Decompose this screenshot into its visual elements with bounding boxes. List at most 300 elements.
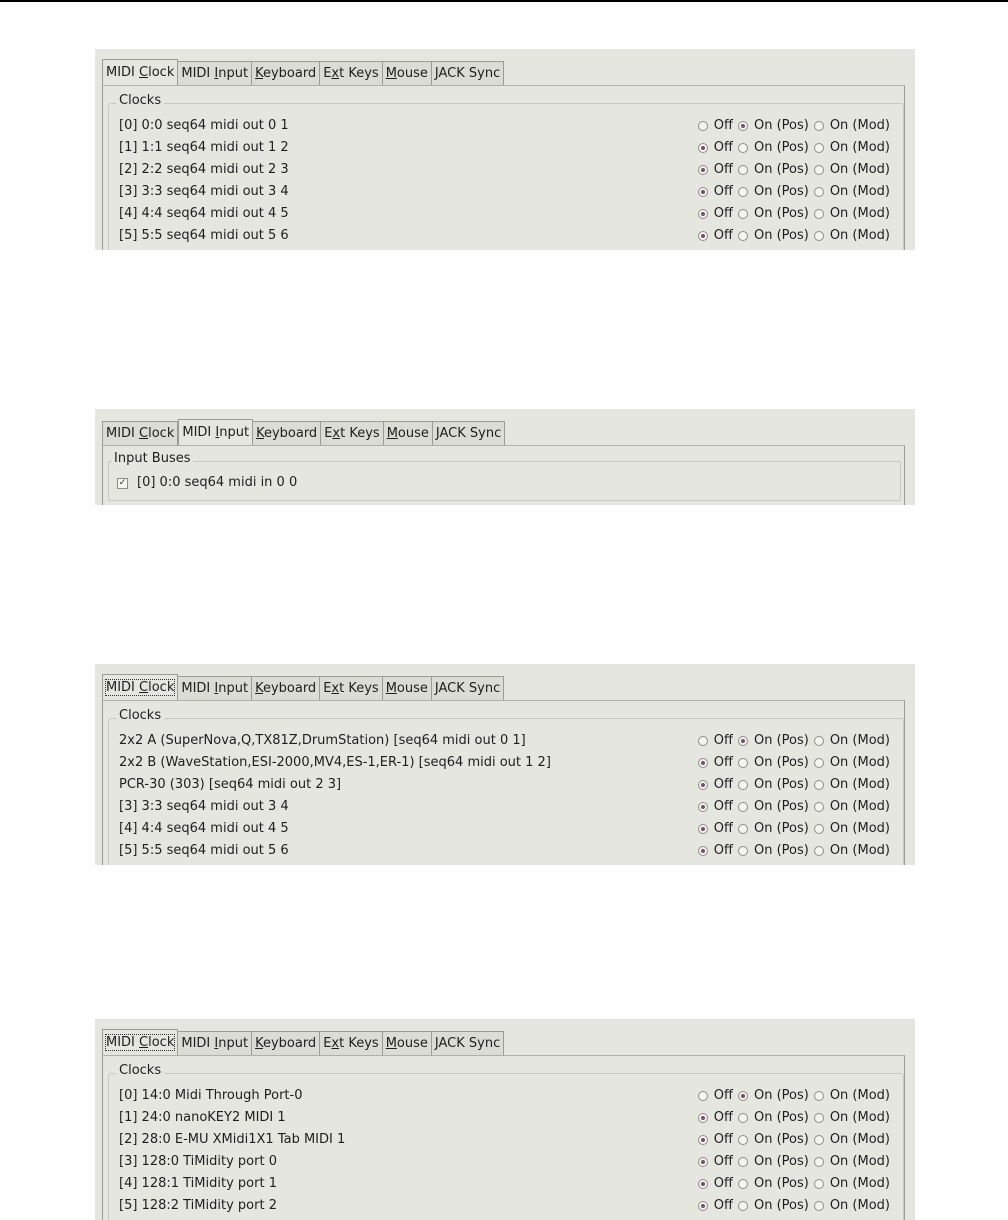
tab-label-suffix: lock (148, 1035, 175, 1050)
radio-circle-icon[interactable] (814, 165, 824, 175)
radio-label: On (Mod) (829, 206, 890, 221)
clock-port-label: [0] 14:0 Midi Through Port-0 (119, 1088, 303, 1103)
radio-off[interactable] (698, 225, 733, 247)
radio-mod[interactable] (814, 115, 890, 137)
radio-label: On (Pos) (753, 228, 809, 243)
radio-off[interactable] (698, 730, 733, 752)
radio-off[interactable] (698, 115, 733, 137)
radio-circle-icon[interactable] (698, 780, 708, 790)
radio-mod[interactable] (814, 181, 890, 203)
radio-pos[interactable] (738, 1151, 809, 1173)
clock-row (119, 159, 889, 181)
radio-label: Off (713, 1198, 733, 1213)
radio-label: On (Pos) (753, 206, 809, 221)
tab-label-suffix: ACK Sync (438, 681, 501, 696)
tab-mnemonic: C (139, 680, 149, 695)
tab-label (182, 425, 249, 440)
tab-label-prefix: MIDI (181, 1036, 215, 1051)
radio-label: Off (713, 118, 733, 133)
radio-pos[interactable] (738, 818, 809, 840)
radio-circle-icon[interactable] (814, 1113, 824, 1123)
radio-circle-icon[interactable] (738, 187, 748, 197)
clock-row (119, 137, 889, 159)
radio-circle-icon[interactable] (738, 1113, 748, 1123)
radio-label: Off (713, 1132, 733, 1147)
radio-circle-icon[interactable] (698, 736, 708, 746)
input-bus-checkbox[interactable]: ✓ (118, 478, 127, 488)
tab-label-suffix: ouse (396, 1036, 428, 1051)
radio-circle-icon[interactable] (814, 1135, 824, 1145)
radio-pos[interactable] (738, 159, 809, 181)
tab-ext-keys[interactable] (320, 676, 383, 700)
radio-label: On (Pos) (753, 733, 809, 748)
radio-circle-icon[interactable] (814, 846, 824, 856)
radio-mod[interactable] (814, 1195, 890, 1217)
radio-circle-icon[interactable] (698, 824, 708, 834)
radio-circle-icon[interactable] (738, 824, 748, 834)
tab-mnemonic: C (139, 426, 149, 441)
tab-mouse[interactable] (384, 421, 433, 445)
clock-port-label: [5] 5:5 seq64 midi out 5 6 (119, 843, 289, 858)
radio-circle-icon[interactable] (698, 802, 708, 812)
radio-label: Off (713, 140, 733, 155)
radio-circle-icon[interactable] (698, 209, 708, 219)
tab-label-prefix: MIDI (181, 681, 215, 696)
clock-mode-radios (698, 818, 890, 840)
tab-label-prefix: E (324, 426, 333, 441)
clock-mode-radios (698, 774, 890, 796)
radio-label: Off (713, 228, 733, 243)
radio-off[interactable] (698, 1129, 733, 1151)
radio-label: Off (713, 755, 733, 770)
tab-label (106, 680, 174, 695)
tab-midi-clock[interactable] (102, 59, 178, 85)
radio-mod[interactable] (814, 796, 890, 818)
clock-mode-radios (698, 137, 890, 159)
radio-circle-icon[interactable] (698, 1201, 708, 1211)
radio-mod[interactable] (814, 1107, 890, 1129)
radio-circle-icon[interactable] (698, 231, 708, 241)
tab-label-suffix: lock (148, 65, 175, 80)
tab-midi-input[interactable] (178, 61, 252, 85)
clock-row (119, 840, 889, 862)
radio-circle-icon[interactable] (814, 802, 824, 812)
radio-label: On (Pos) (753, 799, 809, 814)
clock-row (119, 181, 889, 203)
radio-label: Off (713, 162, 733, 177)
radio-circle-icon[interactable] (698, 143, 708, 153)
tab-label-suffix: t Keys (339, 66, 379, 81)
clock-mode-radios (698, 796, 890, 818)
clock-mode-radios (698, 1151, 890, 1173)
radio-label: On (Pos) (753, 1132, 809, 1147)
radio-label: Off (713, 799, 733, 814)
radio-label: On (Mod) (829, 1110, 890, 1125)
tab-bar (102, 675, 504, 700)
radio-label: On (Mod) (829, 799, 890, 814)
radio-circle-icon[interactable] (814, 121, 824, 131)
clock-port-label: [0] 0:0 seq64 midi out 0 1 (119, 118, 289, 133)
radio-circle-icon[interactable] (814, 1157, 824, 1167)
radio-off[interactable] (698, 203, 733, 225)
tab-bar (102, 1030, 504, 1055)
tab-label-suffix: nput (218, 1036, 249, 1051)
clock-port-label: [4] 4:4 seq64 midi out 4 5 (119, 821, 289, 836)
tab-mnemonic: J (434, 681, 439, 696)
tab-label (106, 65, 174, 80)
radio-label: On (Pos) (753, 1088, 809, 1103)
radio-label: On (Mod) (829, 228, 890, 243)
radio-circle-icon[interactable] (738, 1157, 748, 1167)
radio-label: On (Pos) (753, 755, 809, 770)
radio-circle-icon[interactable] (698, 187, 708, 197)
radio-off[interactable] (698, 752, 733, 774)
tab-mnemonic: K (255, 1036, 263, 1051)
tab-mnemonic: x (332, 426, 341, 441)
radio-label: On (Mod) (829, 1176, 890, 1191)
clock-port-label: [3] 3:3 seq64 midi out 3 4 (119, 184, 289, 199)
radio-pos[interactable] (738, 1195, 809, 1217)
tab-mnemonic: M (386, 426, 398, 441)
radio-label: On (Mod) (829, 821, 890, 836)
radio-circle-icon[interactable] (814, 1091, 824, 1101)
radio-label: On (Pos) (753, 184, 809, 199)
radio-pos[interactable] (738, 1085, 809, 1107)
radio-label: Off (713, 1110, 733, 1125)
radio-mod[interactable] (814, 1085, 890, 1107)
tab-label (181, 681, 248, 696)
input-bus-label: [0] 0:0 seq64 midi in 0 0 (137, 475, 298, 490)
clock-mode-radios (698, 115, 890, 137)
radio-circle-icon[interactable] (814, 231, 824, 241)
preferences-panel-midi-input (95, 409, 915, 505)
radio-label: On (Mod) (829, 1132, 890, 1147)
tab-label (255, 1036, 316, 1051)
tab-ext-keys[interactable] (320, 61, 383, 85)
tab-label (436, 426, 501, 441)
tab-label-prefix: MIDI (106, 426, 140, 441)
radio-off[interactable] (698, 159, 733, 181)
tab-label-suffix: lock (148, 680, 175, 695)
clock-row (119, 796, 889, 818)
radio-pos[interactable] (738, 730, 809, 752)
radio-label: On (Pos) (753, 1110, 809, 1125)
tab-ext-keys[interactable] (320, 1031, 383, 1055)
radio-circle-icon[interactable] (814, 780, 824, 790)
radio-pos[interactable] (738, 1129, 809, 1151)
tab-mouse[interactable] (383, 1031, 432, 1055)
clock-row (119, 1085, 889, 1107)
tab-label-prefix: MIDI (181, 66, 215, 81)
radio-label: Off (713, 1176, 733, 1191)
radio-circle-icon[interactable] (698, 758, 708, 768)
tab-mouse[interactable] (383, 61, 432, 85)
tab-label-suffix: t Keys (340, 426, 380, 441)
radio-label: On (Mod) (829, 755, 890, 770)
radio-circle-icon[interactable] (814, 1201, 824, 1211)
radio-circle-icon[interactable] (814, 824, 824, 834)
radio-label: On (Pos) (753, 162, 809, 177)
tab-keyboard[interactable] (253, 421, 321, 445)
clock-port-label: PCR-30 (303) [seq64 midi out 2 3] (119, 777, 342, 792)
radio-off[interactable] (698, 774, 733, 796)
radio-circle-icon[interactable] (738, 780, 748, 790)
radio-label: On (Mod) (829, 777, 890, 792)
radio-label: Off (713, 777, 733, 792)
tab-midi-input[interactable] (178, 1031, 252, 1055)
tab-bar (102, 420, 505, 445)
tab-jack-sync[interactable] (432, 61, 504, 85)
radio-off[interactable] (698, 1151, 733, 1173)
tab-label (386, 1036, 428, 1051)
radio-label: On (Pos) (753, 1176, 809, 1191)
radio-pos[interactable] (738, 1173, 809, 1195)
tab-label-suffix: nput (218, 681, 249, 696)
radio-circle-icon[interactable] (814, 758, 824, 768)
radio-circle-icon[interactable] (698, 1091, 708, 1101)
tab-label (323, 1036, 379, 1051)
radio-off[interactable] (698, 1195, 733, 1217)
tab-midi-clock[interactable] (102, 1029, 178, 1055)
radio-label: On (Pos) (753, 821, 809, 836)
tab-mnemonic: I (215, 425, 220, 440)
radio-off[interactable] (698, 137, 733, 159)
radio-mod[interactable] (814, 1173, 890, 1195)
radio-label: On (Mod) (829, 1088, 890, 1103)
radio-circle-icon[interactable] (738, 209, 748, 219)
tab-label (386, 681, 428, 696)
radio-circle-icon[interactable] (738, 121, 748, 131)
radio-circle-icon[interactable] (738, 802, 748, 812)
clock-row (119, 752, 889, 774)
radio-label: Off (713, 821, 733, 836)
radio-mod[interactable] (814, 818, 890, 840)
radio-label: On (Mod) (829, 1198, 890, 1213)
radio-pos[interactable] (738, 225, 809, 247)
clock-port-label: [3] 128:0 TiMidity port 0 (119, 1154, 277, 1169)
radio-pos[interactable] (738, 1107, 809, 1129)
radio-label: On (Pos) (753, 118, 809, 133)
tab-mnemonic: J (434, 66, 439, 81)
radio-circle-icon[interactable] (814, 187, 824, 197)
preferences-panel-midi-clock-ports (95, 1019, 915, 1220)
clock-mode-radios (698, 730, 890, 752)
tab-mnemonic: M (385, 1036, 397, 1051)
tab-mnemonic: x (331, 681, 340, 696)
radio-mod[interactable] (814, 1151, 890, 1173)
tab-label-prefix: MIDI (106, 65, 140, 80)
radio-off[interactable] (698, 818, 733, 840)
tab-label-suffix: t Keys (339, 1036, 379, 1051)
radio-circle-icon[interactable] (738, 736, 748, 746)
tab-midi-input[interactable] (178, 419, 253, 445)
radio-pos[interactable] (738, 752, 809, 774)
radio-pos[interactable] (738, 181, 809, 203)
radio-off[interactable] (698, 1107, 733, 1129)
radio-circle-icon[interactable] (738, 1091, 748, 1101)
tab-label-suffix: ouse (397, 426, 429, 441)
tab-mnemonic: C (139, 65, 149, 80)
tab-midi-clock[interactable] (102, 674, 178, 700)
tab-label-prefix: E (323, 1036, 332, 1051)
radio-off[interactable] (698, 796, 733, 818)
radio-circle-icon[interactable] (698, 1113, 708, 1123)
clock-mode-radios (698, 159, 890, 181)
radio-circle-icon[interactable] (698, 1157, 708, 1167)
radio-pos[interactable] (738, 840, 809, 862)
tab-keyboard[interactable] (252, 676, 320, 700)
clock-row (119, 1173, 889, 1195)
radio-label: On (Pos) (753, 1198, 809, 1213)
radio-off[interactable] (698, 1173, 733, 1195)
radio-label: On (Pos) (753, 1154, 809, 1169)
tab-jack-sync[interactable] (433, 421, 505, 445)
radio-circle-icon[interactable] (738, 165, 748, 175)
radio-mod[interactable] (814, 137, 890, 159)
radio-label: On (Mod) (829, 140, 890, 155)
tab-jack-sync[interactable] (432, 1031, 504, 1055)
tab-label (255, 681, 316, 696)
clock-mode-radios (698, 1085, 890, 1107)
tab-midi-input[interactable] (178, 676, 252, 700)
radio-pos[interactable] (738, 774, 809, 796)
clock-row (119, 115, 889, 137)
tab-label (435, 681, 500, 696)
radio-circle-icon[interactable] (814, 736, 824, 746)
radio-mod[interactable] (814, 225, 890, 247)
radio-pos[interactable] (738, 115, 809, 137)
tab-keyboard[interactable] (252, 1031, 320, 1055)
radio-circle-icon[interactable] (738, 231, 748, 241)
radio-circle-icon[interactable] (738, 758, 748, 768)
radio-circle-icon[interactable] (698, 1135, 708, 1145)
radio-off[interactable] (698, 1085, 733, 1107)
tab-label (323, 681, 379, 696)
radio-mod[interactable] (814, 774, 890, 796)
radio-mod[interactable] (814, 159, 890, 181)
tab-mnemonic: J (435, 426, 440, 441)
radio-circle-icon[interactable] (814, 143, 824, 153)
radio-off[interactable] (698, 181, 733, 203)
tab-mouse[interactable] (383, 676, 432, 700)
tab-ext-keys[interactable] (321, 421, 384, 445)
clock-port-label: 2x2 B (WaveStation,ESI-2000,MV4,ES-1,ER-1) [seq64 midi out 1 2] (119, 755, 551, 770)
tab-label-suffix: ACK Sync (439, 426, 502, 441)
tab-label-suffix: lock (148, 426, 175, 441)
tab-label-suffix: ACK Sync (438, 66, 501, 81)
radio-mod[interactable] (814, 752, 890, 774)
radio-label: Off (713, 184, 733, 199)
radio-pos[interactable] (738, 203, 809, 225)
radio-circle-icon[interactable] (738, 1201, 748, 1211)
preferences-panel-midi-clock (95, 49, 915, 250)
clock-mode-radios (698, 840, 890, 862)
tab-mnemonic: I (214, 1036, 219, 1051)
tab-label (181, 66, 248, 81)
clock-port-label: [1] 1:1 seq64 midi out 1 2 (119, 140, 289, 155)
radio-circle-icon[interactable] (738, 1135, 748, 1145)
tab-label-prefix: MIDI (106, 1035, 140, 1050)
clock-row (119, 1107, 889, 1129)
clock-port-label: [1] 24:0 nanoKEY2 MIDI 1 (119, 1110, 286, 1125)
radio-circle-icon[interactable] (698, 1179, 708, 1189)
clock-row (119, 1129, 889, 1151)
radio-mod[interactable] (814, 840, 890, 862)
tab-label-suffix: nput (219, 425, 250, 440)
tab-label (181, 1036, 248, 1051)
tab-label-suffix: ouse (396, 66, 428, 81)
radio-label: On (Mod) (829, 162, 890, 177)
radio-mod[interactable] (814, 1129, 890, 1151)
tab-jack-sync[interactable] (432, 676, 504, 700)
clock-mode-radios (698, 1173, 890, 1195)
clock-row (119, 1195, 889, 1217)
tab-label-prefix: E (323, 681, 332, 696)
clock-row (119, 818, 889, 840)
radio-circle-icon[interactable] (738, 1179, 748, 1189)
tab-mnemonic: I (214, 681, 219, 696)
tab-label (106, 426, 174, 441)
tab-midi-clock[interactable] (102, 421, 178, 445)
radio-circle-icon[interactable] (814, 1179, 824, 1189)
radio-label: On (Mod) (829, 843, 890, 858)
tab-mnemonic: K (255, 66, 263, 81)
tab-label (387, 426, 429, 441)
radio-circle-icon[interactable] (738, 143, 748, 153)
clock-port-label: [5] 5:5 seq64 midi out 5 6 (119, 228, 289, 243)
tab-label-suffix: t Keys (339, 681, 379, 696)
group-title: Input Buses (114, 451, 191, 466)
radio-circle-icon[interactable] (698, 165, 708, 175)
clock-row (119, 730, 889, 752)
tab-mnemonic: K (256, 426, 264, 441)
radio-circle-icon[interactable] (698, 846, 708, 856)
radio-pos[interactable] (738, 796, 809, 818)
radio-label: Off (713, 733, 733, 748)
clock-row (119, 774, 889, 796)
clock-row (119, 1151, 889, 1173)
tab-label (106, 1035, 174, 1050)
clock-port-label: 2x2 A (SuperNova,Q,TX81Z,DrumStation) [seq64 midi out 0 1] (119, 733, 526, 748)
group-title: Clocks (116, 708, 164, 723)
clock-mode-radios (698, 1195, 890, 1217)
radio-pos[interactable] (738, 137, 809, 159)
radio-circle-icon[interactable] (698, 121, 708, 131)
radio-circle-icon[interactable] (738, 846, 748, 856)
radio-mod[interactable] (814, 203, 890, 225)
clock-mode-radios (698, 203, 890, 225)
radio-circle-icon[interactable] (814, 209, 824, 219)
tab-mnemonic: x (331, 1036, 340, 1051)
tab-label-suffix: ouse (396, 681, 428, 696)
tab-mnemonic: K (255, 681, 263, 696)
tab-label-suffix: nput (218, 66, 249, 81)
tab-label (324, 426, 380, 441)
tab-bar (102, 60, 504, 85)
tab-label-suffix: ACK Sync (438, 1036, 501, 1051)
clock-port-label: [3] 3:3 seq64 midi out 3 4 (119, 799, 289, 814)
clock-port-label: [4] 4:4 seq64 midi out 4 5 (119, 206, 289, 221)
radio-label: Off (713, 1088, 733, 1103)
radio-mod[interactable] (814, 730, 890, 752)
tab-mnemonic: I (214, 66, 219, 81)
clock-mode-radios (698, 181, 890, 203)
tab-label-prefix: MIDI (106, 680, 140, 695)
tab-keyboard[interactable] (252, 61, 320, 85)
tab-mnemonic: M (385, 66, 397, 81)
radio-label: On (Mod) (829, 184, 890, 199)
radio-off[interactable] (698, 840, 733, 862)
